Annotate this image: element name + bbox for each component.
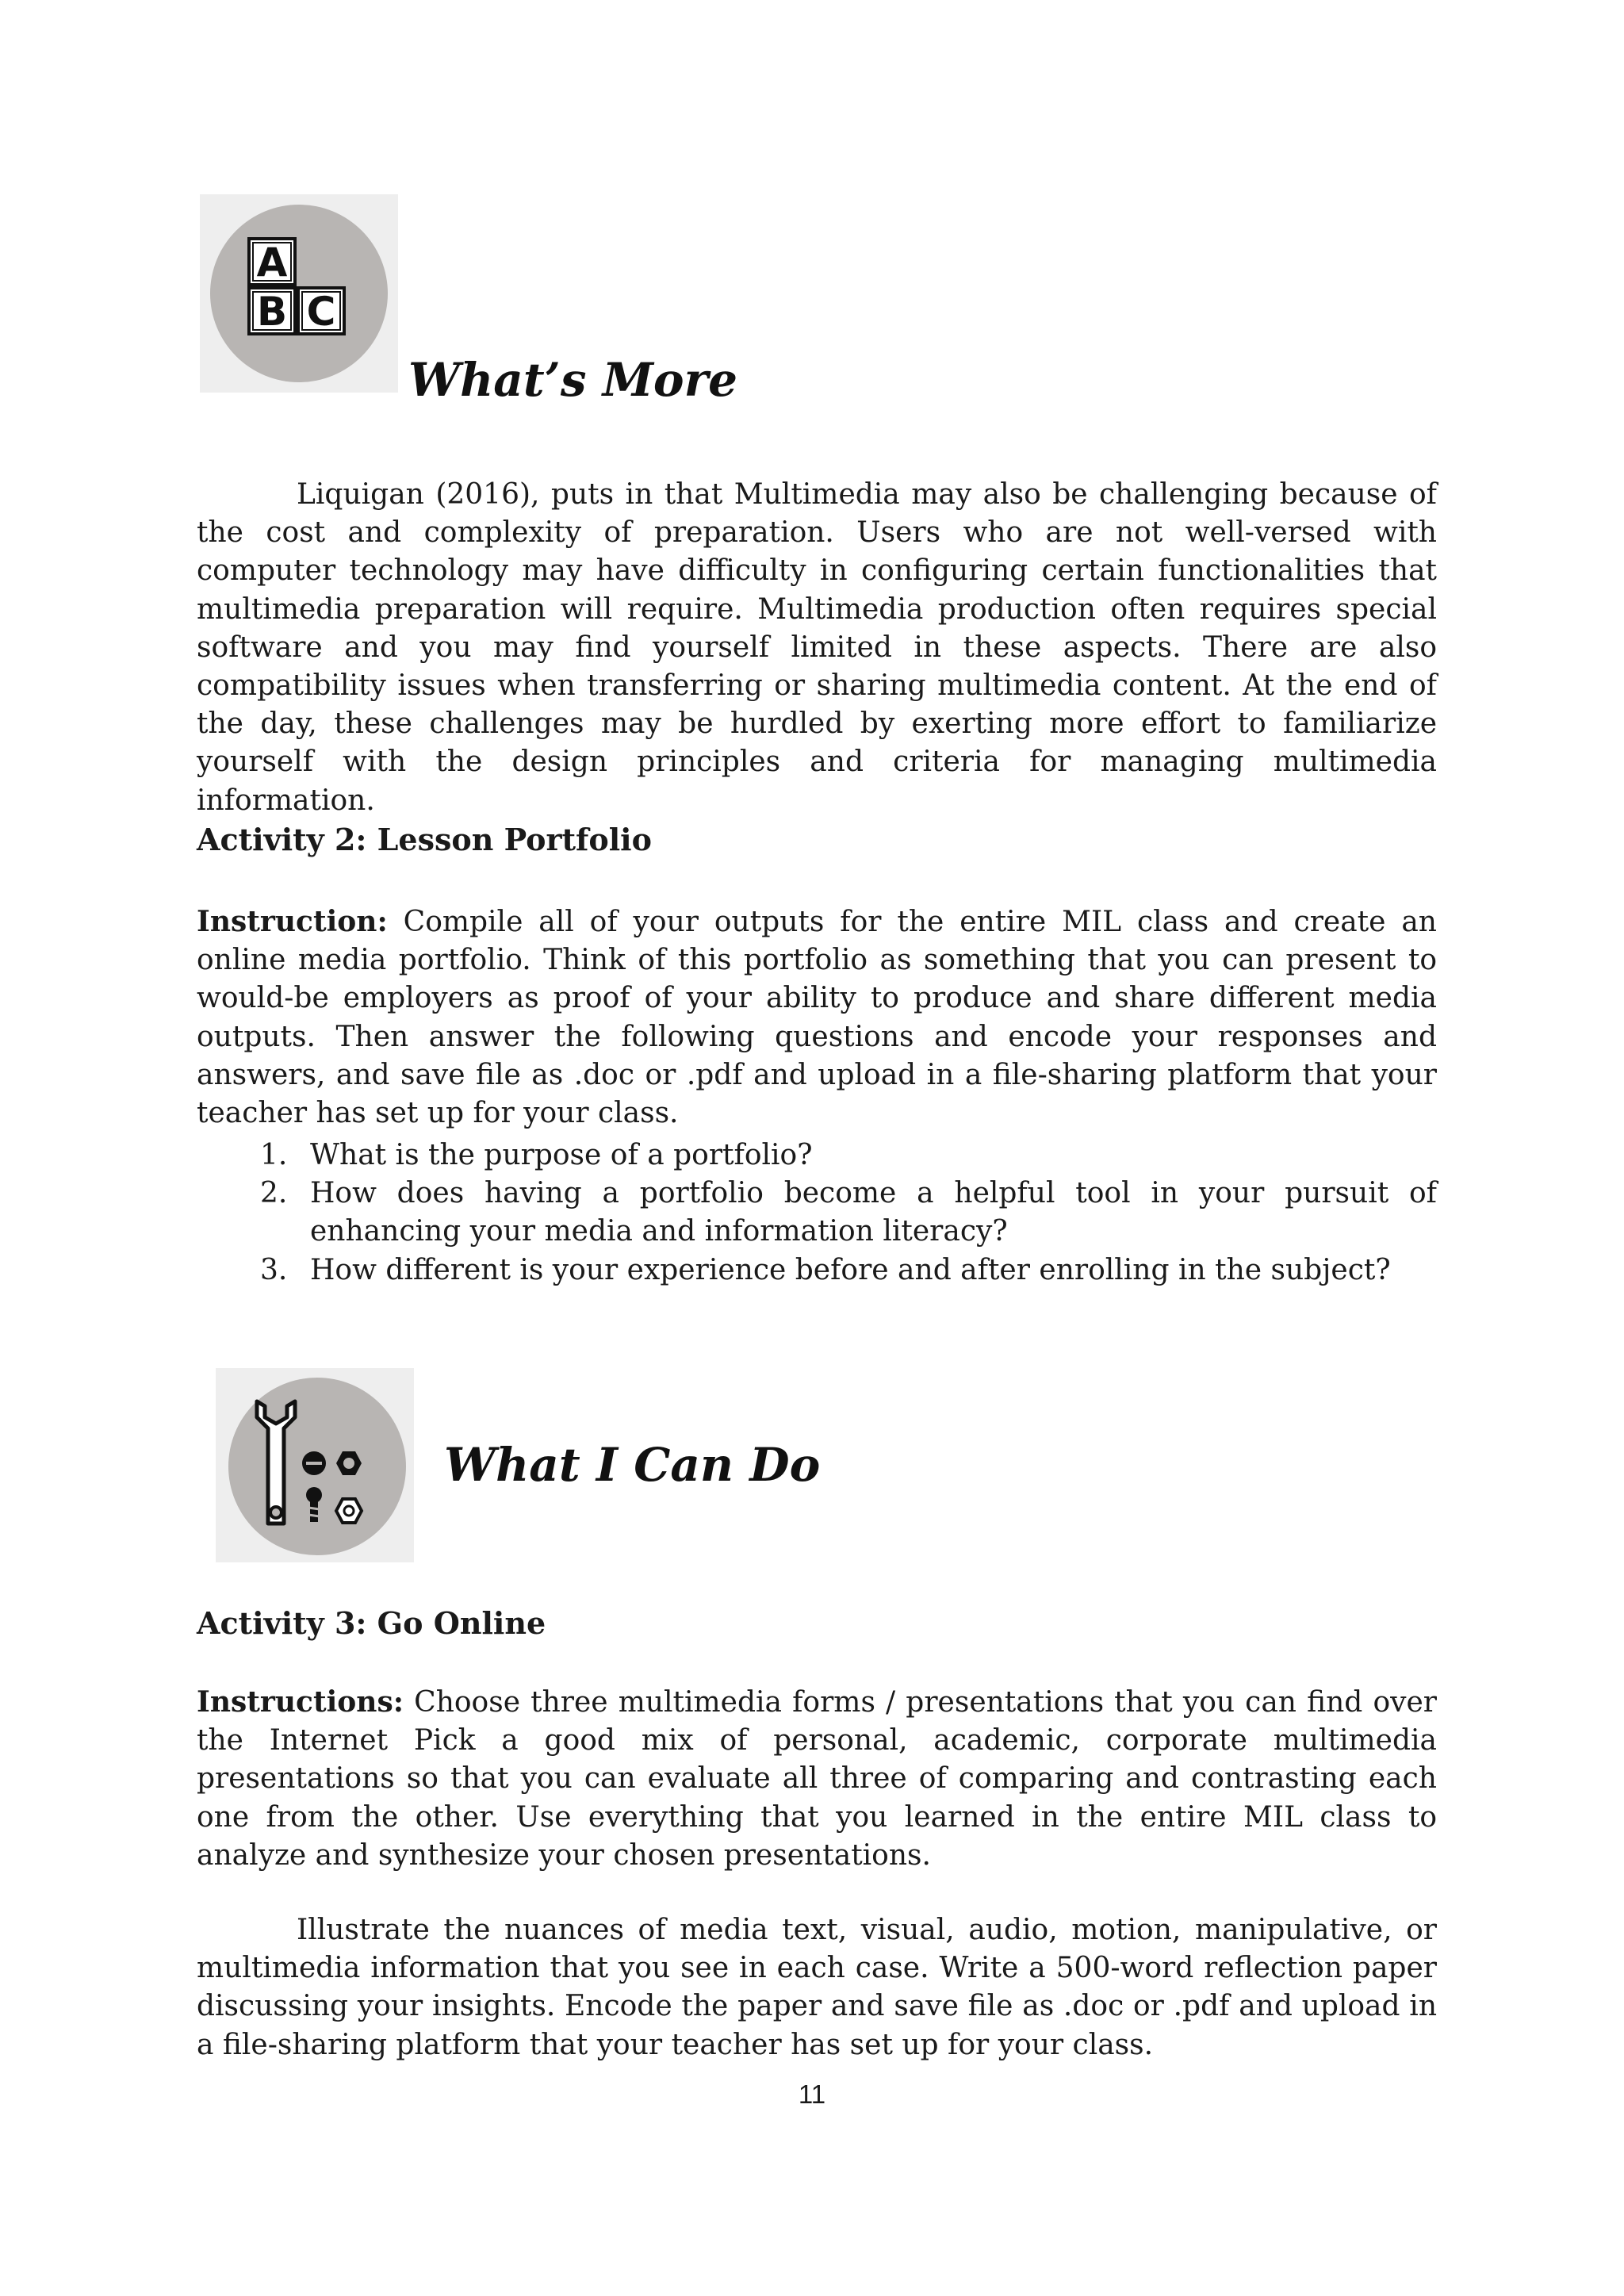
abc-blocks-icon (200, 194, 398, 393)
block-letter-a: A (256, 240, 288, 286)
page-number: 11 (798, 2079, 826, 2109)
question-text: How does having a portfolio become a helpful tool in your pursuit of enhancing your media and information literacy? (310, 1177, 1437, 1248)
question-number: 1. (260, 1139, 288, 1171)
question-text: What is the purpose of a portfolio? (310, 1139, 813, 1171)
block-letter-b: B (256, 289, 288, 335)
activity-2-heading: Activity 2: Lesson Portfolio (197, 822, 652, 857)
activity-3-instruction (197, 1683, 1437, 1875)
list-item (197, 1251, 1437, 1290)
question-number: 3. (260, 1253, 288, 1286)
block-letter-c: C (306, 289, 336, 335)
whats-more-title: What’s More (408, 353, 738, 407)
list-item (197, 1175, 1437, 1251)
question-text: How different is your experience before and after enrolling in the subject? (310, 1253, 1391, 1286)
instruction-label: Instructions: (197, 1685, 404, 1719)
what-i-can-do-title: What I Can Do (444, 1438, 821, 1492)
instruction-text: Choose three multimedia forms / presentations that you can find over the Internet Pick a good mix of personal, academic, corporate multimedia presentations so that you can evaluate all three of comparing and contrasting each one from the other. Use everything that you learned in the entire MIL class to analyze and synthesize your chosen presentations. (197, 1686, 1437, 1872)
list-item (197, 1137, 1437, 1175)
activity-3-heading: Activity 3: Go Online (197, 1605, 546, 1641)
whats-more-paragraph: Liquigan (2016), puts in that Multimedia may also be challenging because of the cost and complexity of preparation. Users who are not well-versed with computer technology may have difficulty in configuring certain functionalities that multimedia preparation will require. Multimedia production often requires special software and you may find yourself limited in these aspects. There are also compatibility issues when transferring or sharing multimedia content. At the end of the day, these challenges may be hurdled by exerting more effort to familiarize yourself with the design principles and criteria for managing multimedia information. (197, 478, 1437, 817)
activity-3-paragraph: Illustrate the nuances of media text, visual, audio, motion, manipulative, or multimedia information that you see in each case. Write a 500-word reflection paper discussing your insights. Encode the paper and save file as .doc or .pdf and upload in a file-sharing platform that your teacher has set up for your class. (197, 1914, 1437, 2061)
portfolio-questions (197, 1137, 1437, 1290)
instruction-text: Compile all of your outputs for the entire MIL class and create an online media portfolio. Think of this portfolio as something that you can present to would-be employers as proof of your ability to produce and share different media outputs. Then answer the following questions and encode your responses and answers, and save file as .doc or .pdf and upload in a file-sharing platform that your teacher has set up for your class. (197, 906, 1437, 1130)
question-number: 2. (260, 1177, 288, 1210)
wrench-bolts-icon (216, 1368, 414, 1562)
activity-2-instruction (197, 903, 1437, 1133)
instruction-label: Instruction: (197, 905, 388, 938)
